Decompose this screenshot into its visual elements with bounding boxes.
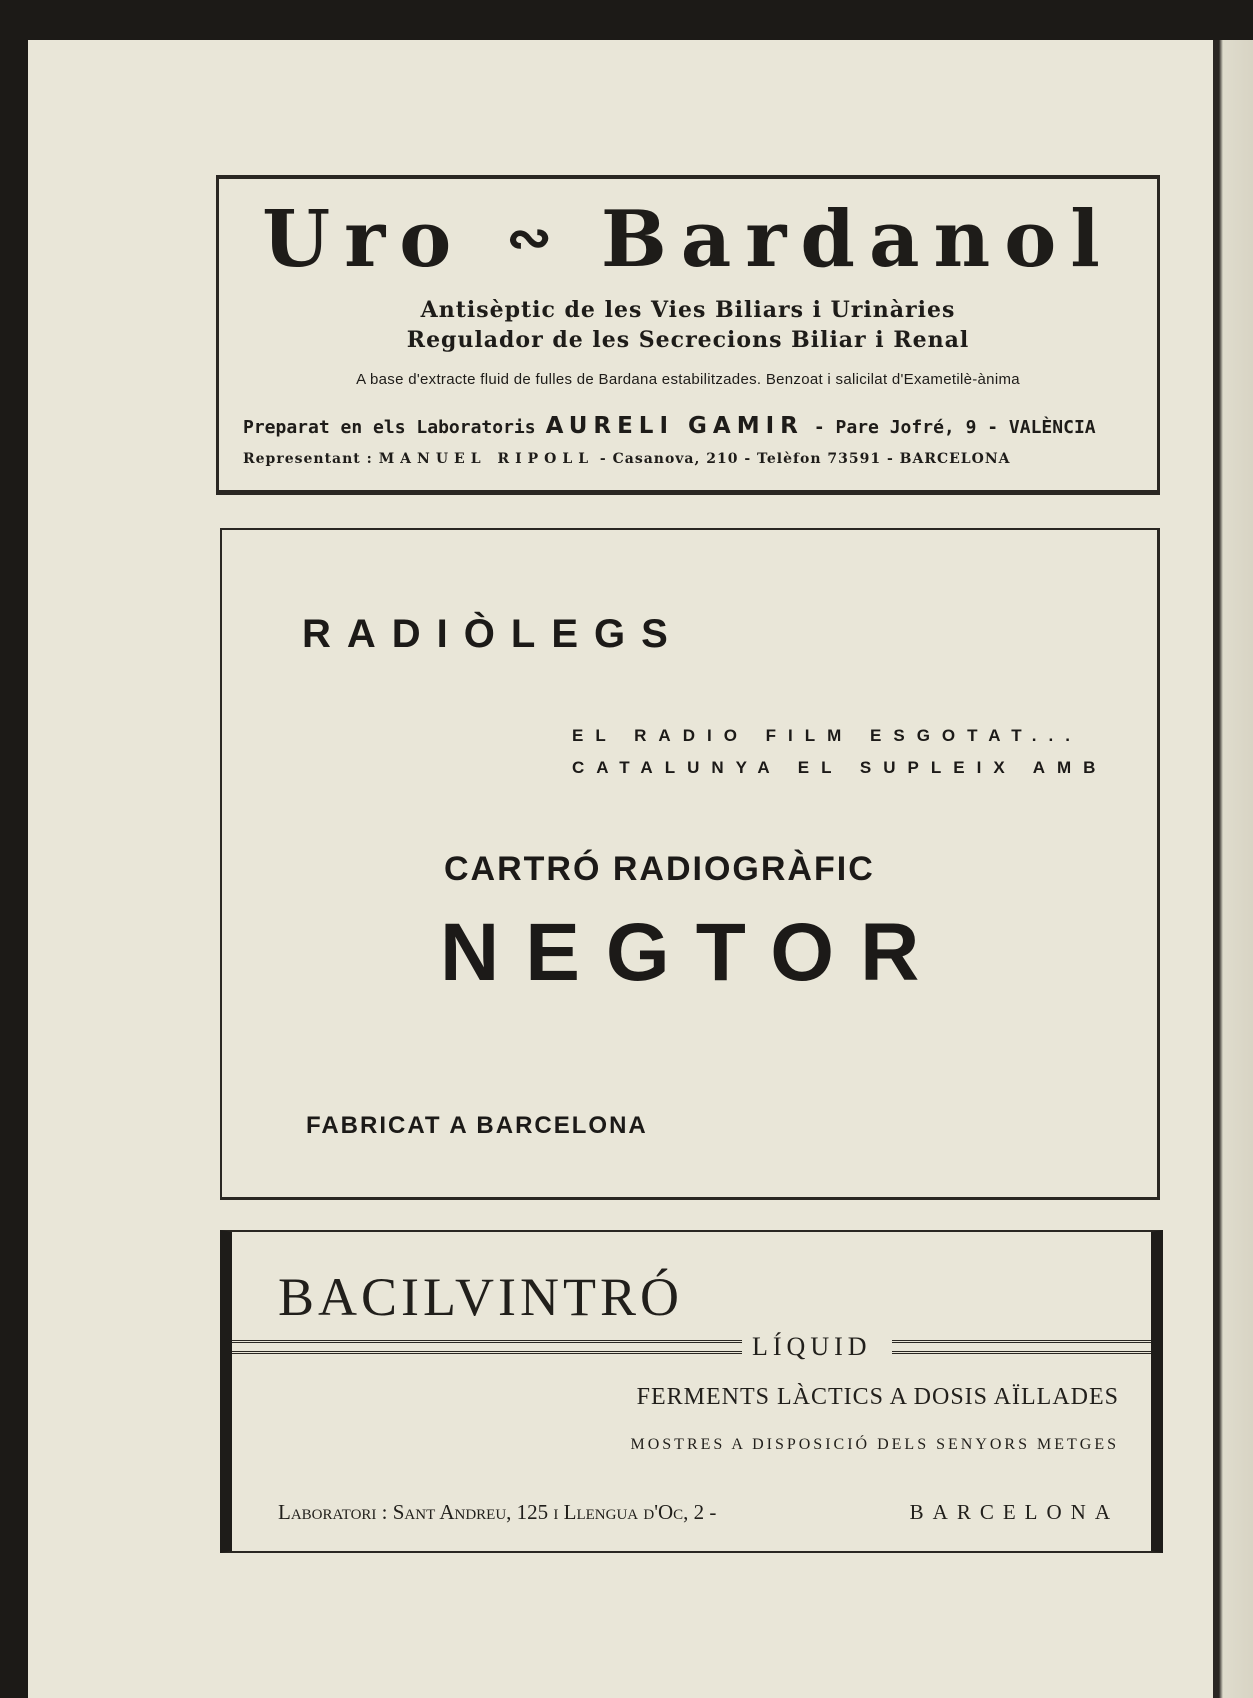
lab-prefix: Preparat en els Laboratoris [243, 417, 536, 438]
made-in-note: FABRICAT A BARCELONA [306, 1112, 648, 1139]
representative-line [243, 451, 1011, 467]
samples-note: MOSTRES A DISPOSICIÓ DELS SENYORS METGES [630, 1436, 1119, 1453]
facing-page-edge [1213, 40, 1253, 1698]
subtitle-antiseptic: Antisèptic de les Vies Biliars i Urinàries [420, 297, 956, 323]
brand-separator-icon: ∾ [506, 205, 560, 269]
product-name: NEGTOR [440, 907, 946, 998]
uro-bardanol-ad [216, 175, 1160, 495]
lab-address: - Pare Jofré, 9 - VALÈNCIA [813, 417, 1096, 438]
brand-left: Uro [262, 194, 466, 285]
double-rule-left [232, 1340, 742, 1354]
negtor-ad [220, 528, 1160, 1200]
subtitle-regulador: Regulador de les Secrecions Biliar i Renal [406, 327, 970, 353]
product-type: CARTRÓ RADIOGRÀFIC [444, 850, 875, 888]
tagline-1: EL RADIO FILM ESGOTAT... [572, 726, 1082, 745]
page [28, 40, 1213, 1698]
composition-note: A base d'extracte fluid de fulles de Bardana estabilitzades. Benzoat i salicilat d'Exametilè-ànima [356, 371, 1020, 388]
tagline-2: CATALUNYA EL SUPLEIX AMB [572, 758, 1108, 777]
brand-title: BACILVINTRÓ [278, 1267, 684, 1327]
double-rule-right [892, 1340, 1151, 1354]
bacilvintro-ad [220, 1230, 1163, 1553]
ad-heading: RADIÒLEGS [302, 612, 684, 656]
laboratory-line [243, 413, 1096, 439]
product-description: FERMENTS LÀCTICS A DOSIS AÏLLADES [636, 1384, 1119, 1410]
lab-name: AURELI GAMIR [545, 413, 804, 439]
brand-right: Bardanol [600, 194, 1114, 285]
rep-name: MANUEL RIPOLL [378, 451, 595, 467]
lab-address: Laboratori : Sant Andreu, 125 i Llengua d'Oc, 2 - [278, 1500, 717, 1524]
lab-city: BARCELONA [909, 1500, 1119, 1524]
rep-prefix: Representant : [243, 451, 373, 467]
product-form: LÍQUID [752, 1332, 872, 1361]
brand-title [219, 194, 1157, 285]
laboratory-address [278, 1500, 1119, 1525]
rep-address: - Casanova, 210 - Telèfon 73591 - BARCELONA [599, 451, 1011, 467]
